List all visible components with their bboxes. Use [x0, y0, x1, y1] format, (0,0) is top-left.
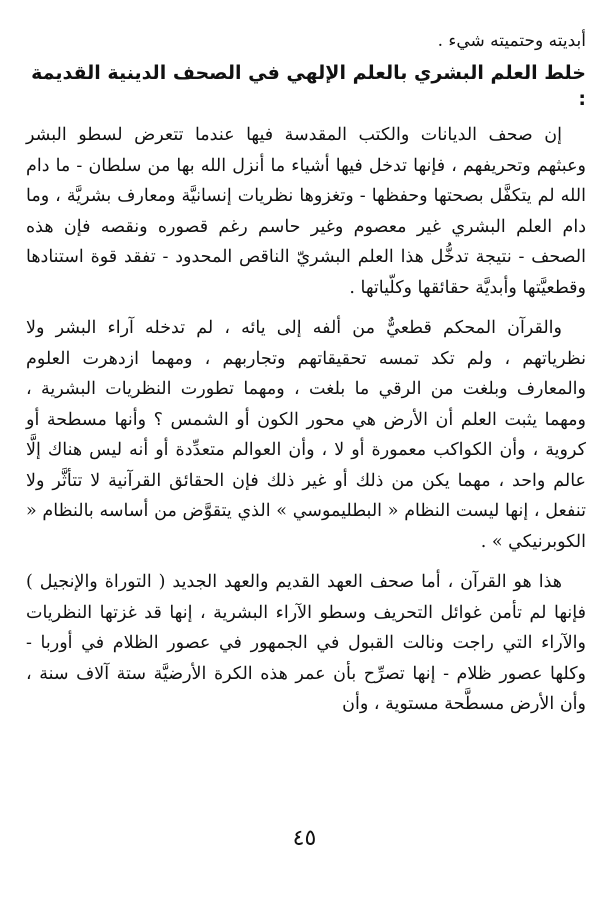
paragraph-1: إن صحف الديانات والكتب المقدسة فيها عندما تتعرض لسطو البشر وعبثهم وتحريفهم ، فإنها تدخل فيها أشياء ما أنزل الله بها من سلطان - ما دام الله لم يتكفَّل بصحتها وحفظها - وتغزوها نظريات إنسانيَّة ومعارف بشريَّة ، وما دام العلم البشري غير معصوم وغير حاسم رغم قصوره ونقصه فإن هذه الصحف - نتيجة تدخُّل هذا العلم البشريّ الناقص المحدود - تفقد قوة استنادها وقطعيَّتها وأبديَّة حقائقها وكلّياتها .	[26, 125, 586, 298]
page-body	[26, 30, 586, 730]
paragraph-2: والقرآن المحكم قطعيٌّ من ألفه إلى يائه ، لم تدخله آراء البشر ولا نظرياتهم ، ولم تكد تمسه تحقيقاتهم وتجاربهم ، ومهما ازدهرت العلوم والمعارف وبلغت من الرقي ما بلغت ، ومهما تطورت النظريات البشرية ، ومهما يثبت العلم أن الأرض هي محور الكون أو الشمس ؟ وأنها مسطحة أو كروية ، وأن الكواكب معمورة أو لا ، وأن العوالم متعدِّدة أو أنه ليس هناك إلَّا عالم واحد ، مهما يكن من ذلك أو غير ذلك فإن الحقائق القرآنية لا تتأثَّر ولا تنفعل ، إنها ليست النظام « البطليموسي » الذي يتقوَّض من أساسه بالنظام « الكوبرنيكي » .	[26, 318, 586, 552]
section-heading: خلط العلم البشري بالعلم الإلهي في الصحف الدينية القديمة :	[31, 62, 586, 110]
continuation-line: أبديته وحتميته شيء .	[437, 31, 586, 51]
page-number: ٤٥	[292, 826, 317, 851]
paragraph-3: هذا هو القرآن ، أما صحف العهد القديم والعهد الجديد ( التوراة والإنجيل ) فإنها لم تأمن غوائل التحريف وسطو الآراء البشرية ، إنها قد غزتها النظريات والآراء التي راجت ونالت القبول في الجمهور في عصور الظلام في أوربا - وكلها عصور ظلام - إنها تصرِّح بأن عمر هذه الكرة الأرضيَّة ستة آلاف سنة ، وأن الأرض مسطَّحة مستوية ، وأن	[26, 572, 586, 714]
